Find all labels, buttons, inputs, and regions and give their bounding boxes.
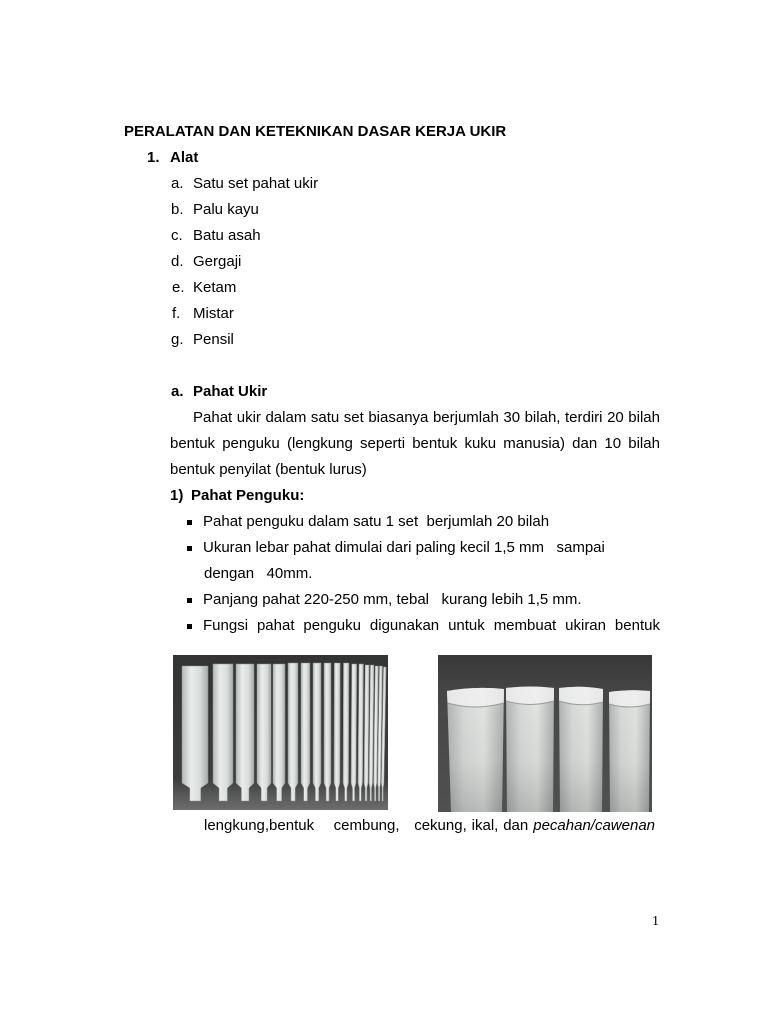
list-item-text: Satu set pahat ukir	[193, 175, 319, 192]
list-marker: f.	[172, 305, 181, 322]
list-item	[0, 275, 768, 301]
chisel-blade	[447, 688, 504, 812]
paragraph-line	[0, 405, 768, 431]
square-bullet-icon	[187, 624, 192, 629]
title-row	[0, 119, 768, 145]
chisel-blade	[506, 687, 554, 813]
blade-bevel	[609, 690, 650, 707]
word: manusia)	[503, 435, 565, 452]
list-item	[0, 301, 768, 327]
word: bentuk	[614, 617, 660, 634]
list-item	[0, 327, 768, 353]
continuation-italic-text: pecahan/cawenan	[533, 817, 655, 834]
word: seperti	[360, 435, 406, 452]
wide-chisels-photo	[438, 655, 652, 812]
list-marker: g.	[171, 331, 184, 348]
word: digunakan	[369, 617, 440, 634]
word: berjumlah	[432, 409, 499, 426]
word: penguku	[303, 617, 361, 634]
list-item	[0, 171, 768, 197]
list-item-text: Pensil	[193, 331, 234, 348]
section-number: 1.	[147, 149, 160, 166]
subsection-heading	[0, 379, 768, 405]
word: ikal,	[471, 817, 499, 834]
word: cembung,	[333, 817, 400, 834]
word: biasanya	[368, 409, 429, 426]
chisel-blade	[236, 664, 254, 801]
subsection-title: Pahat Ukir	[193, 383, 268, 400]
paragraph-text: bentuk penyilat (bentuk lurus)	[170, 461, 367, 478]
blade-bevel	[559, 687, 603, 705]
bullet-text: Ukuran lebar pahat dimulai dari paling kecil 1,5 mm sampai	[203, 539, 605, 556]
word: bilah	[628, 409, 660, 426]
chisel-blade	[288, 663, 298, 801]
word: kuku	[464, 435, 497, 452]
blade-shade	[506, 687, 554, 813]
word: satu	[310, 409, 340, 426]
word: (lengkung	[286, 435, 353, 452]
chisel-blade	[182, 666, 208, 801]
word: bentuk	[412, 435, 458, 452]
word: 30	[503, 409, 521, 426]
word: terdiri	[565, 409, 603, 426]
word: cekung,	[414, 817, 467, 834]
list-marker: c.	[171, 227, 183, 244]
word: 20	[607, 409, 624, 426]
subsubsection-heading	[0, 483, 768, 509]
bullet-text: dengan 40mm.	[204, 565, 313, 582]
paragraph-text	[193, 405, 660, 431]
list-item-text: Gergaji	[193, 253, 242, 270]
list-item	[0, 249, 768, 275]
chisel-blade	[257, 664, 271, 801]
word: dan	[503, 817, 529, 834]
bullet-text: Pahat penguku dalam satu 1 set berjumlah 20 bilah	[203, 513, 550, 530]
word: 10	[604, 435, 622, 452]
list-item-text: Ketam	[193, 279, 237, 296]
square-bullet-icon	[187, 520, 192, 525]
list-item-text: Batu asah	[193, 227, 261, 244]
document-title: PERALATAN DAN KETEKNIKAN DASAR KERJA UKIR	[124, 123, 507, 140]
word: dan	[572, 435, 598, 452]
chisel-blade	[559, 687, 603, 812]
chisel-blade	[343, 663, 349, 801]
word: bilah	[628, 435, 660, 452]
bullet-item	[0, 587, 768, 613]
list-item	[0, 223, 768, 249]
word: bentuk	[170, 435, 216, 452]
bullet-item	[0, 613, 768, 639]
chisel-blade	[351, 664, 357, 801]
paragraph-line	[0, 457, 768, 483]
list-marker: b.	[171, 201, 184, 218]
word: Pahat	[193, 409, 233, 426]
word: untuk	[448, 617, 485, 634]
chisel-blade	[301, 663, 310, 801]
subsubsection-marker: 1)	[170, 487, 184, 504]
subsection-marker: a.	[171, 383, 184, 400]
word: set	[343, 409, 364, 426]
bullet-text: Panjang pahat 220-250 mm, tebal kurang lebih 1,5 mm.	[203, 591, 582, 608]
paragraph-text	[170, 431, 660, 457]
word: ukir	[236, 409, 261, 426]
section-title: Alat	[170, 149, 199, 166]
word: pahat	[256, 617, 295, 634]
blade-shade	[609, 690, 650, 812]
square-bullet-icon	[187, 546, 192, 551]
continuation-line	[204, 813, 655, 839]
chisel-blade	[324, 663, 331, 801]
continuation-text	[204, 813, 533, 839]
bullet-continuation	[0, 561, 768, 587]
bullet-item	[0, 535, 768, 561]
blade-bevel	[506, 687, 554, 705]
page-number: 1	[652, 914, 659, 929]
chisel-blade	[358, 664, 364, 801]
word: ukiran	[565, 617, 606, 634]
chisel-blade	[334, 663, 340, 801]
word: membuat	[493, 617, 557, 634]
paragraph-line	[0, 431, 768, 457]
section-heading	[0, 145, 768, 171]
list-marker: a.	[171, 175, 184, 192]
bullet-text	[203, 613, 660, 639]
subsubsection-title: Pahat Penguku:	[191, 487, 305, 504]
bullet-continuation	[0, 813, 768, 839]
chisel-blade	[213, 664, 233, 801]
word: penguku	[222, 435, 280, 452]
word: Fungsi	[203, 617, 249, 634]
chisel-blade	[313, 663, 321, 801]
list-marker: d.	[171, 253, 184, 270]
list-marker: e.	[172, 279, 185, 296]
word: dalam	[265, 409, 307, 426]
bullet-item	[0, 509, 768, 535]
list-item-text: Mistar	[193, 305, 234, 322]
blade-bevel	[447, 688, 504, 707]
chisel-blade	[273, 664, 285, 801]
list-item-text: Palu kayu	[193, 201, 259, 218]
word: bilah,	[524, 409, 561, 426]
list-item	[0, 197, 768, 223]
chisel-blade	[609, 690, 650, 812]
square-bullet-icon	[187, 598, 192, 603]
chisel-set-photo	[173, 655, 388, 810]
blade-shade	[559, 687, 603, 812]
word: lengkung,bentuk	[204, 817, 315, 834]
